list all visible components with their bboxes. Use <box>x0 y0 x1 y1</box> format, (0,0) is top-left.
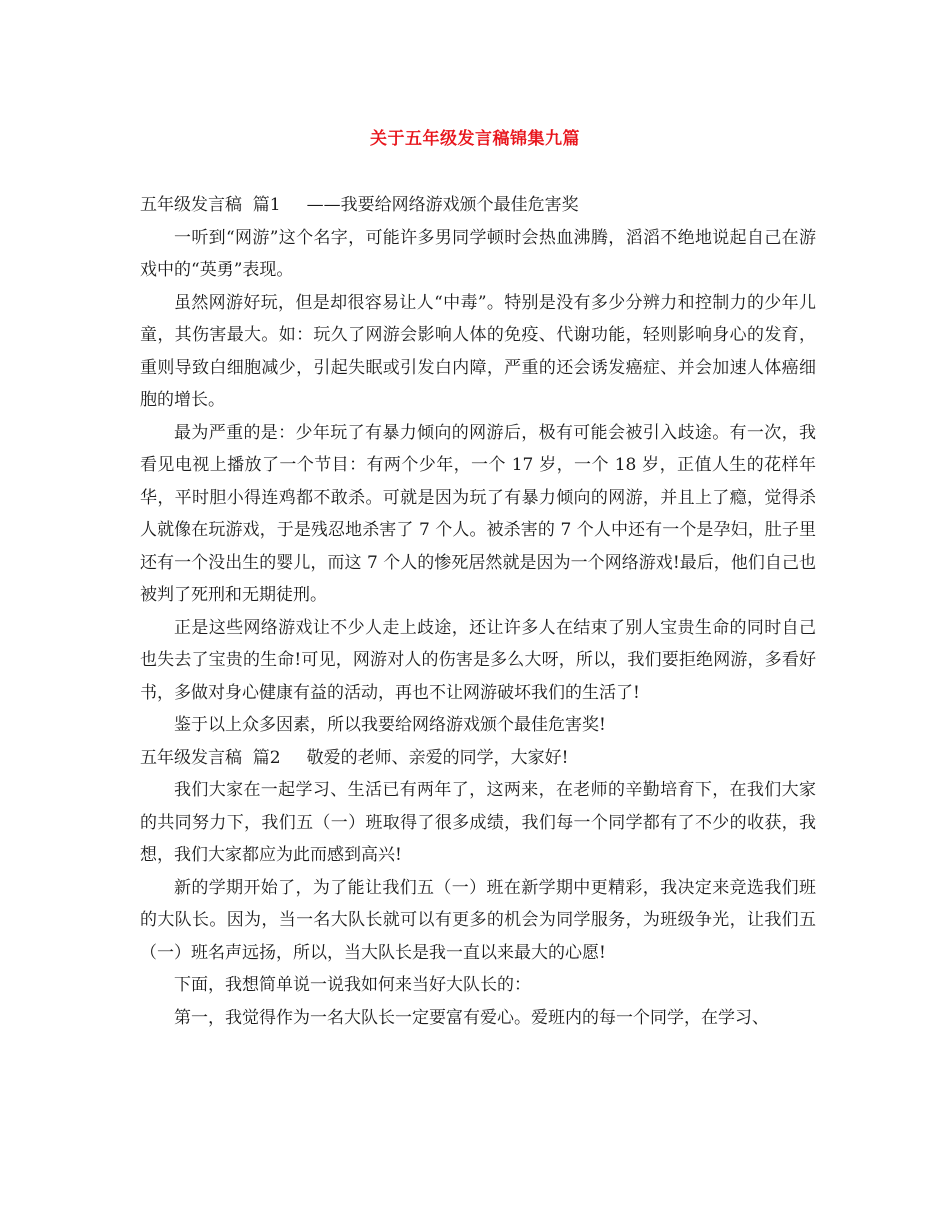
paragraph: 正是这些网络游戏让不少人走上歧途，还让许多人在结束了别人宝贵生命的同时自己也失去了宝贵的生命!可见，网游对人的伤害是多么大呀，所以，我们要拒绝网游，多看好书，多做对身心健康有益的活动，再也不让网游破坏我们的生活了! <box>140 617 816 703</box>
section-1-heading-line <box>140 189 816 222</box>
paragraph: 新的学期开始了，为了能让我们五（一）班在新学期中更精彩，我决定来竞选我们班的大队长。因为，当一名大队长就可以有更多的机会为同学服务，为班级争光，让我们五（一）班名声远扬，所以，当大队长是我一直以来最大的心愿! <box>140 877 816 963</box>
section-2-heading: 五年级发言稿 篇2 <box>140 747 281 768</box>
section-1-heading: 五年级发言稿 篇1 <box>140 195 281 215</box>
paragraph: 第一，我觉得作为一名大队长一定要富有爱心。爱班内的每一个同学，在学习、 <box>174 1007 769 1028</box>
paragraph: 我们大家在一起学习、生活已有两年了，这两来，在老师的辛勤培育下，在我们大家的共同努力下，我们五（一）班取得了很多成绩，我们每一个同学都有了不少的收获，我想，我们大家都应为此而感到高兴! <box>140 780 816 865</box>
section-2-subtitle: 敬爱的老师、亲爱的同学，大家好! <box>306 747 569 768</box>
document-body <box>140 189 816 1034</box>
paragraph: 一听到“网游”这个名字，可能许多男同学顿时会热血沸腾，滔滔不绝地说起自己在游戏中的“英勇”表现。 <box>140 227 816 280</box>
section-2-heading-line <box>140 742 816 775</box>
paragraph: 下面，我想简单说一说我如何来当好大队长的： <box>174 975 531 995</box>
paragraph: 最为严重的是：少年玩了有暴力倾向的网游后，极有可能会被引入歧途。有一次，我看见电视上播放了一个节目：有两个少年，一个 17 岁，一个 18 岁，正值人生的花样年华，平时胆小得连鸡都不敢杀。可就是因为玩了有暴力倾向的网游，并且上了瘾，觉得杀人就像在玩游戏，于是残忍地杀害了 7 个人。被杀害的 7 个人中还有一个是孕妇，肚子里还有一个没出生的婴儿，而这 7 个人的惨死居然就是因为一个网络游戏!最后，他们自己也被判了死刑和无期徒刑。 <box>140 422 816 605</box>
paragraph: 鉴于以上众多因素，所以我要给网络游戏颁个最佳危害奖! <box>174 715 606 735</box>
section-1-subtitle: ——我要给网络游戏颁个最佳危害奖 <box>306 195 579 215</box>
paragraph: 虽然网游好玩，但是却很容易让人“中毒”。特别是没有多少分辨力和控制力的少年儿童，其伤害最大。如：玩久了网游会影响人体的免疫、代谢功能，轻则影响身心的发育，重则导致白细胞减少，引起失眠或引发白内障，严重的还会诱发癌症、并会加速人体癌细胞的增长。 <box>140 292 816 410</box>
document-title: 关于五年级发言稿锦集九篇 <box>370 129 580 149</box>
